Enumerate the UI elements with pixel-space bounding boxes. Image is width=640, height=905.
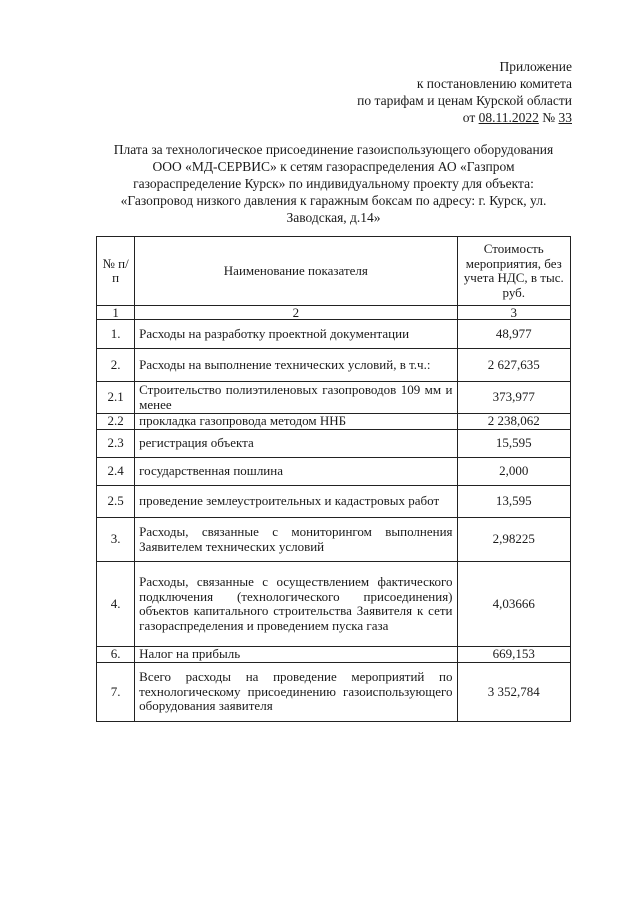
row-num: 1. <box>97 320 135 349</box>
appendix-title: Приложение <box>499 59 572 74</box>
table-row <box>97 458 571 486</box>
row-num: 2.3 <box>97 430 135 458</box>
row-value: 15,595 <box>457 430 570 458</box>
row-name: проведение землеустроительных и кадастровых работ <box>135 486 457 518</box>
date-prefix: от <box>462 110 479 125</box>
row-value: 2,98225 <box>457 518 570 562</box>
title-line-3: газораспределение Курск» по индивидуальному проекту для объекта: <box>133 176 534 191</box>
row-name: Расходы на разработку проектной документации <box>135 320 457 349</box>
title-line-1: Плата за технологическое присоединение газоиспользующего оборудования <box>113 142 554 157</box>
row-value: 2 627,635 <box>457 349 570 382</box>
row-name: регистрация объекта <box>135 430 457 458</box>
row-num: 2.5 <box>97 486 135 518</box>
cost-table <box>96 236 571 722</box>
row-name: прокладка газопровода методом ННБ <box>135 414 457 430</box>
row-value: 13,595 <box>457 486 570 518</box>
row-value: 669,153 <box>457 647 570 663</box>
appendix-block <box>357 58 572 126</box>
col-index-3: 3 <box>457 306 570 320</box>
number-prefix: № <box>538 110 559 125</box>
table-row <box>97 518 571 562</box>
row-num: 4. <box>97 562 135 647</box>
appendix-line-region: по тарифам и ценам Курской области <box>357 93 572 108</box>
col-index-1: 1 <box>97 306 135 320</box>
appendix-number: 33 <box>558 110 572 125</box>
row-value: 2 238,062 <box>457 414 570 430</box>
table-row <box>97 430 571 458</box>
row-value: 3 352,784 <box>457 663 570 722</box>
appendix-date-line <box>357 109 572 126</box>
column-index-row <box>97 306 571 320</box>
col-index-2: 2 <box>135 306 457 320</box>
row-name: государственная пошлина <box>135 458 457 486</box>
table-row <box>97 663 571 722</box>
row-name: Расходы, связанные с осуществлением фактического подключения (технологического присоединения) объектов капитального строительства Заявителя к сети газораспределения и проведением пуска газа <box>135 562 457 647</box>
row-value: 2,000 <box>457 458 570 486</box>
table-row <box>97 382 571 414</box>
table-row <box>97 562 571 647</box>
row-num: 3. <box>97 518 135 562</box>
row-num: 2.2 <box>97 414 135 430</box>
appendix-line-committee: к постановлению комитета <box>416 76 572 91</box>
row-name: Всего расходы на проведение мероприятий по технологическому присоединению газоиспользующего оборудования заявителя <box>135 663 457 722</box>
row-num: 2.4 <box>97 458 135 486</box>
table-row <box>97 414 571 430</box>
row-value: 373,977 <box>457 382 570 414</box>
row-name: Расходы на выполнение технических условий, в т.ч.: <box>135 349 457 382</box>
table-header-row <box>97 237 571 306</box>
header-num: № п/п <box>97 237 135 306</box>
row-num: 6. <box>97 647 135 663</box>
title-line-2: ООО «МД-СЕРВИС» к сетям газораспределения АО «Газпром <box>152 159 515 174</box>
row-name: Налог на прибыль <box>135 647 457 663</box>
row-num: 7. <box>97 663 135 722</box>
appendix-date: 08.11.2022 <box>478 110 539 125</box>
row-value: 4,03666 <box>457 562 570 647</box>
table-row <box>97 349 571 382</box>
header-name: Наименование показателя <box>135 237 457 306</box>
row-value: 48,977 <box>457 320 570 349</box>
title-line-5: Заводская, д.14» <box>286 210 381 225</box>
table-row <box>97 647 571 663</box>
title-line-4: «Газопровод низкого давления к гаражным боксам по адресу: г. Курск, ул. <box>120 193 547 208</box>
table-row <box>97 320 571 349</box>
row-name: Расходы, связанные с мониторингом выполнения Заявителем технических условий <box>135 518 457 562</box>
row-num: 2.1 <box>97 382 135 414</box>
row-num: 2. <box>97 349 135 382</box>
row-name: Строительство полиэтиленовых газопроводов 109 мм и менее <box>135 382 457 414</box>
header-value: Стоимость мероприятия, без учета НДС, в тыс. руб. <box>457 237 570 306</box>
table-row <box>97 486 571 518</box>
document-title <box>96 141 571 226</box>
